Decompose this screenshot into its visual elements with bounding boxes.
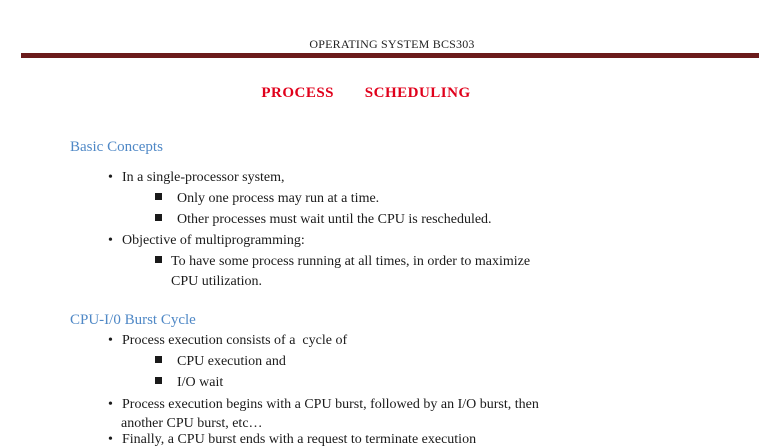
list-item-text: In a single-processor system, <box>122 170 285 185</box>
bullet-icon: • <box>108 333 113 348</box>
list-item-continuation: another CPU burst, etc… <box>121 416 263 431</box>
running-header: OPERATING SYSTEM BCS303 <box>309 37 475 51</box>
list-item-text: Process execution consists of a cycle of <box>122 333 348 348</box>
list-item <box>108 394 539 415</box>
bullet-icon: • <box>108 233 113 248</box>
list-item <box>108 432 476 448</box>
list-item <box>108 167 285 188</box>
square-bullet-icon <box>155 214 162 221</box>
square-bullet-icon <box>155 377 162 384</box>
sub-list-item <box>155 351 286 372</box>
sub-list-item-continuation: CPU utilization. <box>171 274 262 289</box>
square-bullet-icon <box>155 193 162 200</box>
bullet-icon: • <box>108 397 113 412</box>
square-bullet-icon <box>155 256 162 263</box>
bullet-icon: • <box>108 432 113 447</box>
sub-list-item <box>155 209 492 230</box>
sub-list-item-text: To have some process running at all times, in order to maximize <box>171 254 531 269</box>
section-heading-cpu-io-burst-cycle: CPU-I/0 Burst Cycle <box>70 312 196 328</box>
square-bullet-icon <box>155 356 162 363</box>
list-item <box>108 330 347 351</box>
bullet-icon: • <box>108 170 113 185</box>
page-title: PROCESS SCHEDULING <box>261 85 471 101</box>
list-item <box>108 230 305 251</box>
sub-list-item-text: CPU execution and <box>177 354 286 369</box>
list-item-text: Objective of multiprogramming: <box>122 233 305 248</box>
list-item-text: Finally, a CPU burst ends with a request to terminate execution <box>122 432 477 447</box>
sub-list-item <box>155 372 223 393</box>
sub-list-item-text: Only one process may run at a time. <box>177 191 380 206</box>
sub-list-item <box>155 188 379 209</box>
section-heading-basic-concepts: Basic Concepts <box>70 139 163 155</box>
sub-list-item-text: I/O wait <box>177 375 224 390</box>
sub-list-item <box>155 251 530 272</box>
header-divider <box>21 53 759 58</box>
list-item-text: Process execution begins with a CPU burst, followed by an I/O burst, then <box>122 397 539 412</box>
sub-list-item-text: Other processes must wait until the CPU is rescheduled. <box>177 212 492 227</box>
